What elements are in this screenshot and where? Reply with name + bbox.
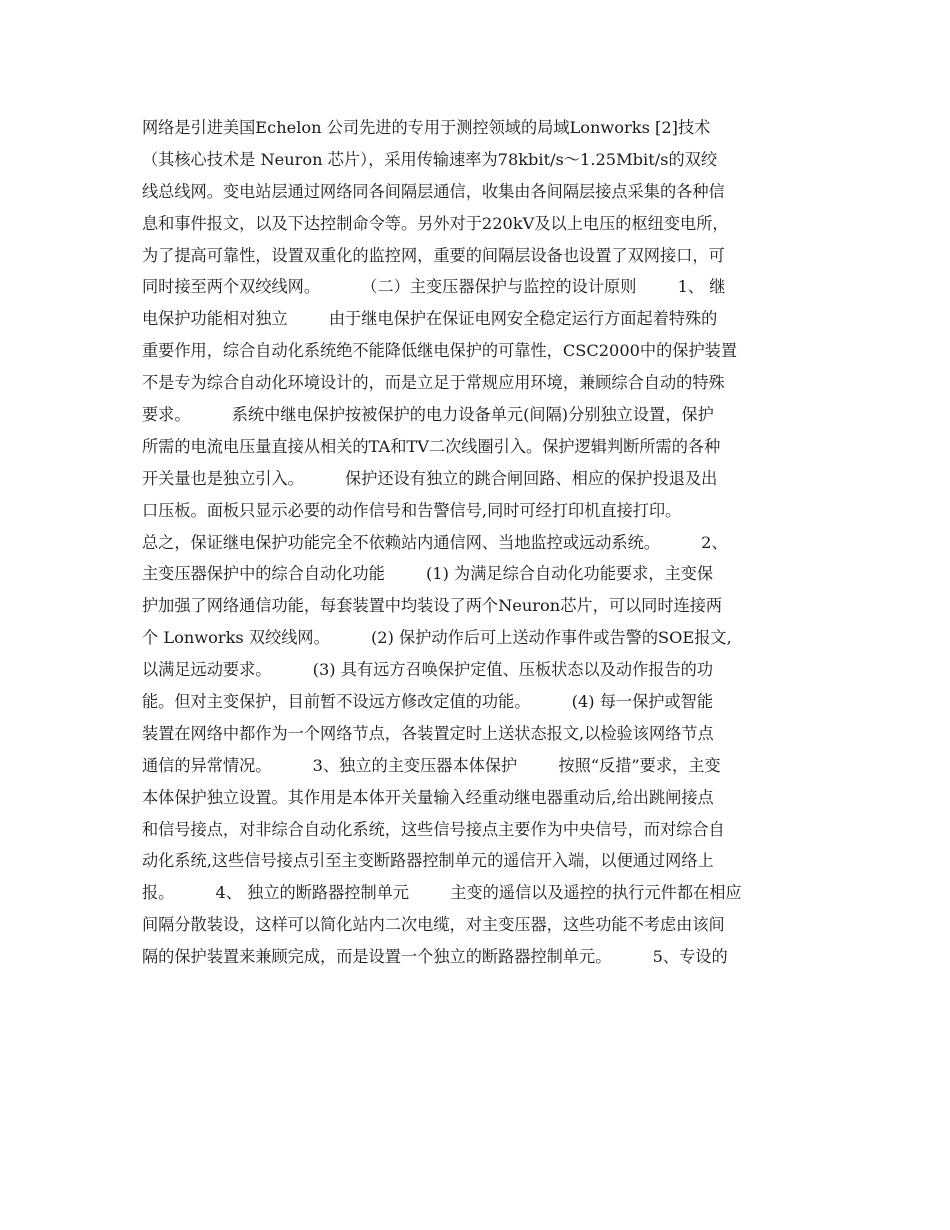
text-line: 通信的异常情况。 3、独立的主变压器本体保护 按照“反措”要求，主变 [142, 755, 721, 775]
text-line: 主变压器保护中的综合自动化功能 (1) 为满足综合自动化功能要求，主变保 [142, 564, 714, 584]
text-line: 间隔分散装设，这样可以简化站内二次电缆，对主变压器，这些功能不考虑由该间 [142, 915, 725, 935]
text-line: 重要作用，综合自动化系统绝不能降低继电保护的可靠性，CSC2000中的保护装置 [142, 341, 738, 361]
text-line: 动化系统,这些信号接点引至主变断路器控制单元的遥信开入端，以便通过网络上 [142, 851, 714, 871]
text-line: 报。 4、 独立的断路器控制单元 主变的遥信以及遥控的执行元件都在相应 [142, 883, 742, 903]
text-line: 网络是引进美国Echelon 公司先进的专用于测控领域的局域Lonworks [2]技术 [142, 118, 711, 137]
text-line: 个 Lonworks 双绞线网。 (2) 保护动作后可上送动作事件或告警的SOE报文, [142, 628, 732, 648]
text-line: 装置在网络中都作为一个网络节点，各装置定时上送状态报文,以检验该网络节点 [142, 723, 714, 743]
text-line: 以满足远动要求。 (3) 具有远方召唤保护定值、压板状态以及动作报告的功 [142, 660, 714, 680]
text-line: 本体保护独立设置。其作用是本体开关量输入经重动继电器重动后,给出跳闸接点 [142, 787, 714, 807]
text-line: 电保护功能相对独立 由于继电保护在保证电网安全稳定运行方面起着特殊的 [142, 309, 718, 329]
text-line: 要求。 系统中继电保护按被保护的电力设备单元(间隔)分别独立设置，保护 [142, 405, 714, 425]
text-line: 息和事件报文，以及下达控制命令等。另外对于220kV及以上电压的枢纽变电所， [142, 213, 729, 233]
text-line: 开关量也是独立引入。 保护还设有独立的跳合闸回路、相应的保护投退及出 [142, 468, 718, 488]
text-line: 和信号接点，对非综合自动化系统，这些信号接点主要作为中央信号，而对综合自 [142, 819, 725, 839]
text-line: 为了提高可靠性，设置双重化的监控网，重要的间隔层设备也设置了双网接口，可 [142, 245, 725, 265]
text-line: 同时接至两个双绞线网。 （二）主变压器保护与监控的设计原则 1、 继 [142, 277, 726, 297]
text-line: 总之，保证继电保护功能完全不依赖站内通信网、当地监控或远动系统。 2、 [142, 532, 728, 552]
text-line: 不是专为综合自动化环境设计的，而是立足于常规应用环境，兼顾综合自动的特殊 [142, 373, 725, 393]
text-line: 能。但对主变保护，目前暂不设远方修改定值的功能。 (4) 每一保护或智能 [142, 692, 714, 712]
text-line: 护加强了网络通信功能，每套装置中均装设了两个Neuron芯片，可以同时连接两 [142, 596, 723, 616]
text-line: 隔的保护装置来兼顾完成，而是设置一个独立的断路器控制单元。 5、专设的 [142, 947, 728, 967]
body-text [142, 112, 818, 973]
text-line: 口压板。面板只显示必要的动作信号和告警信号,同时可经打印机直接打印。 [142, 500, 682, 520]
text-line: （其核心技术是 Neuron 芯片），采用传输速率为78kbit/s～1.25Mbit/s的双绞 [142, 149, 718, 169]
text-line: 线总线网。变电站层通过网络同各间隔层通信，收集由各间隔层接点采集的各种信 [142, 181, 725, 201]
text-line: 所需的电流电压量直接从相关的TA和TV二次线圈引入。保护逻辑判断所需的各种 [142, 436, 721, 456]
